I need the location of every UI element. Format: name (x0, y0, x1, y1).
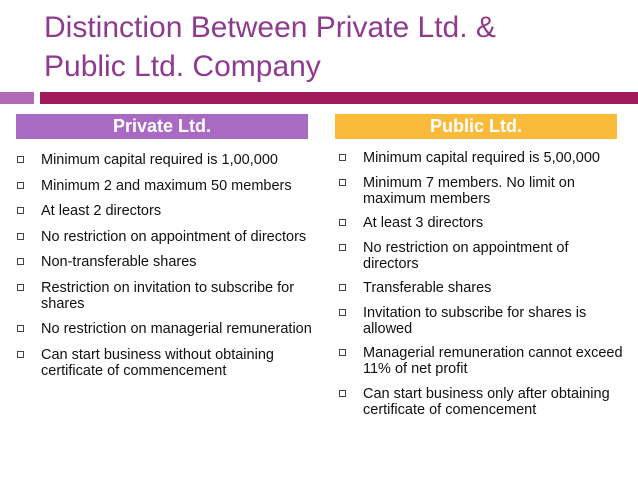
square-bullet-icon (339, 154, 346, 161)
private-item-text: Non-transferable shares (41, 254, 197, 270)
public-item-text: Minimum 7 members. No limit on maximum members (363, 174, 575, 207)
square-bullet-icon (17, 351, 24, 358)
square-bullet-icon (339, 219, 346, 226)
private-item-text: Restriction on invitation to subscribe for shares (41, 279, 295, 312)
public-item-remuneration (338, 345, 628, 377)
public-item-text: Transferable shares (363, 280, 492, 296)
public-item-capital (338, 150, 628, 166)
private-item-directors (16, 203, 316, 219)
private-item-text: No restriction on appointment of directors (41, 228, 307, 245)
square-bullet-icon (339, 179, 346, 186)
square-bullet-icon (17, 156, 24, 163)
square-bullet-icon (339, 390, 346, 397)
public-item-directors (338, 215, 628, 231)
square-bullet-icon (17, 284, 24, 291)
public-ltd-header: Public Ltd. (335, 114, 617, 139)
private-item-text: No restriction on managerial remuneration (41, 321, 312, 337)
public-item-text: Minimum capital required is 5,00,000 (363, 150, 600, 166)
public-item-members (338, 175, 628, 207)
square-bullet-icon (339, 309, 346, 316)
private-item-text: Minimum capital required is 1,00,000 (41, 152, 278, 168)
private-ltd-header: Private Ltd. (16, 114, 308, 139)
slide-title (44, 8, 624, 86)
square-bullet-icon (17, 207, 24, 214)
private-ltd-list (16, 152, 316, 388)
title-line-2: Public Ltd. Company (44, 50, 321, 83)
public-item-text: Can start business only after obtaining certificate of comencement (363, 385, 610, 418)
private-item-members (16, 178, 316, 194)
public-item-commencement (338, 386, 628, 418)
square-bullet-icon (17, 325, 24, 332)
public-item-text: Invitation to subscribe for shares is allowed (363, 304, 587, 337)
private-item-shares (16, 254, 316, 270)
square-bullet-icon (339, 244, 346, 251)
square-bullet-icon (339, 349, 346, 356)
private-item-capital (16, 152, 316, 168)
accent-bar-left (0, 92, 34, 104)
accent-bar-right (40, 92, 638, 104)
public-item-appointment (338, 240, 628, 272)
private-item-invitation (16, 280, 316, 312)
private-item-remuneration (16, 321, 316, 337)
public-item-text: Managerial remuneration cannot exceed 11% of net profit (363, 345, 623, 377)
public-item-text: At least 3 directors (363, 215, 484, 231)
private-item-text: Minimum 2 and maximum 50 members (41, 177, 292, 194)
square-bullet-icon (17, 258, 24, 265)
public-item-text: No restriction on appointment of directors (363, 239, 569, 272)
private-item-text: At least 2 directors (41, 203, 162, 219)
public-item-shares (338, 280, 628, 296)
title-line-1: Distinction Between Private Ltd. & (44, 11, 496, 44)
public-item-invitation (338, 305, 628, 337)
private-item-appointment (16, 229, 316, 245)
square-bullet-icon (339, 284, 346, 291)
private-item-text: Can start business without obtaining certificate of commencement (41, 346, 274, 379)
square-bullet-icon (17, 233, 24, 240)
square-bullet-icon (17, 182, 24, 189)
public-ltd-list (338, 150, 628, 426)
private-item-commencement (16, 347, 316, 379)
